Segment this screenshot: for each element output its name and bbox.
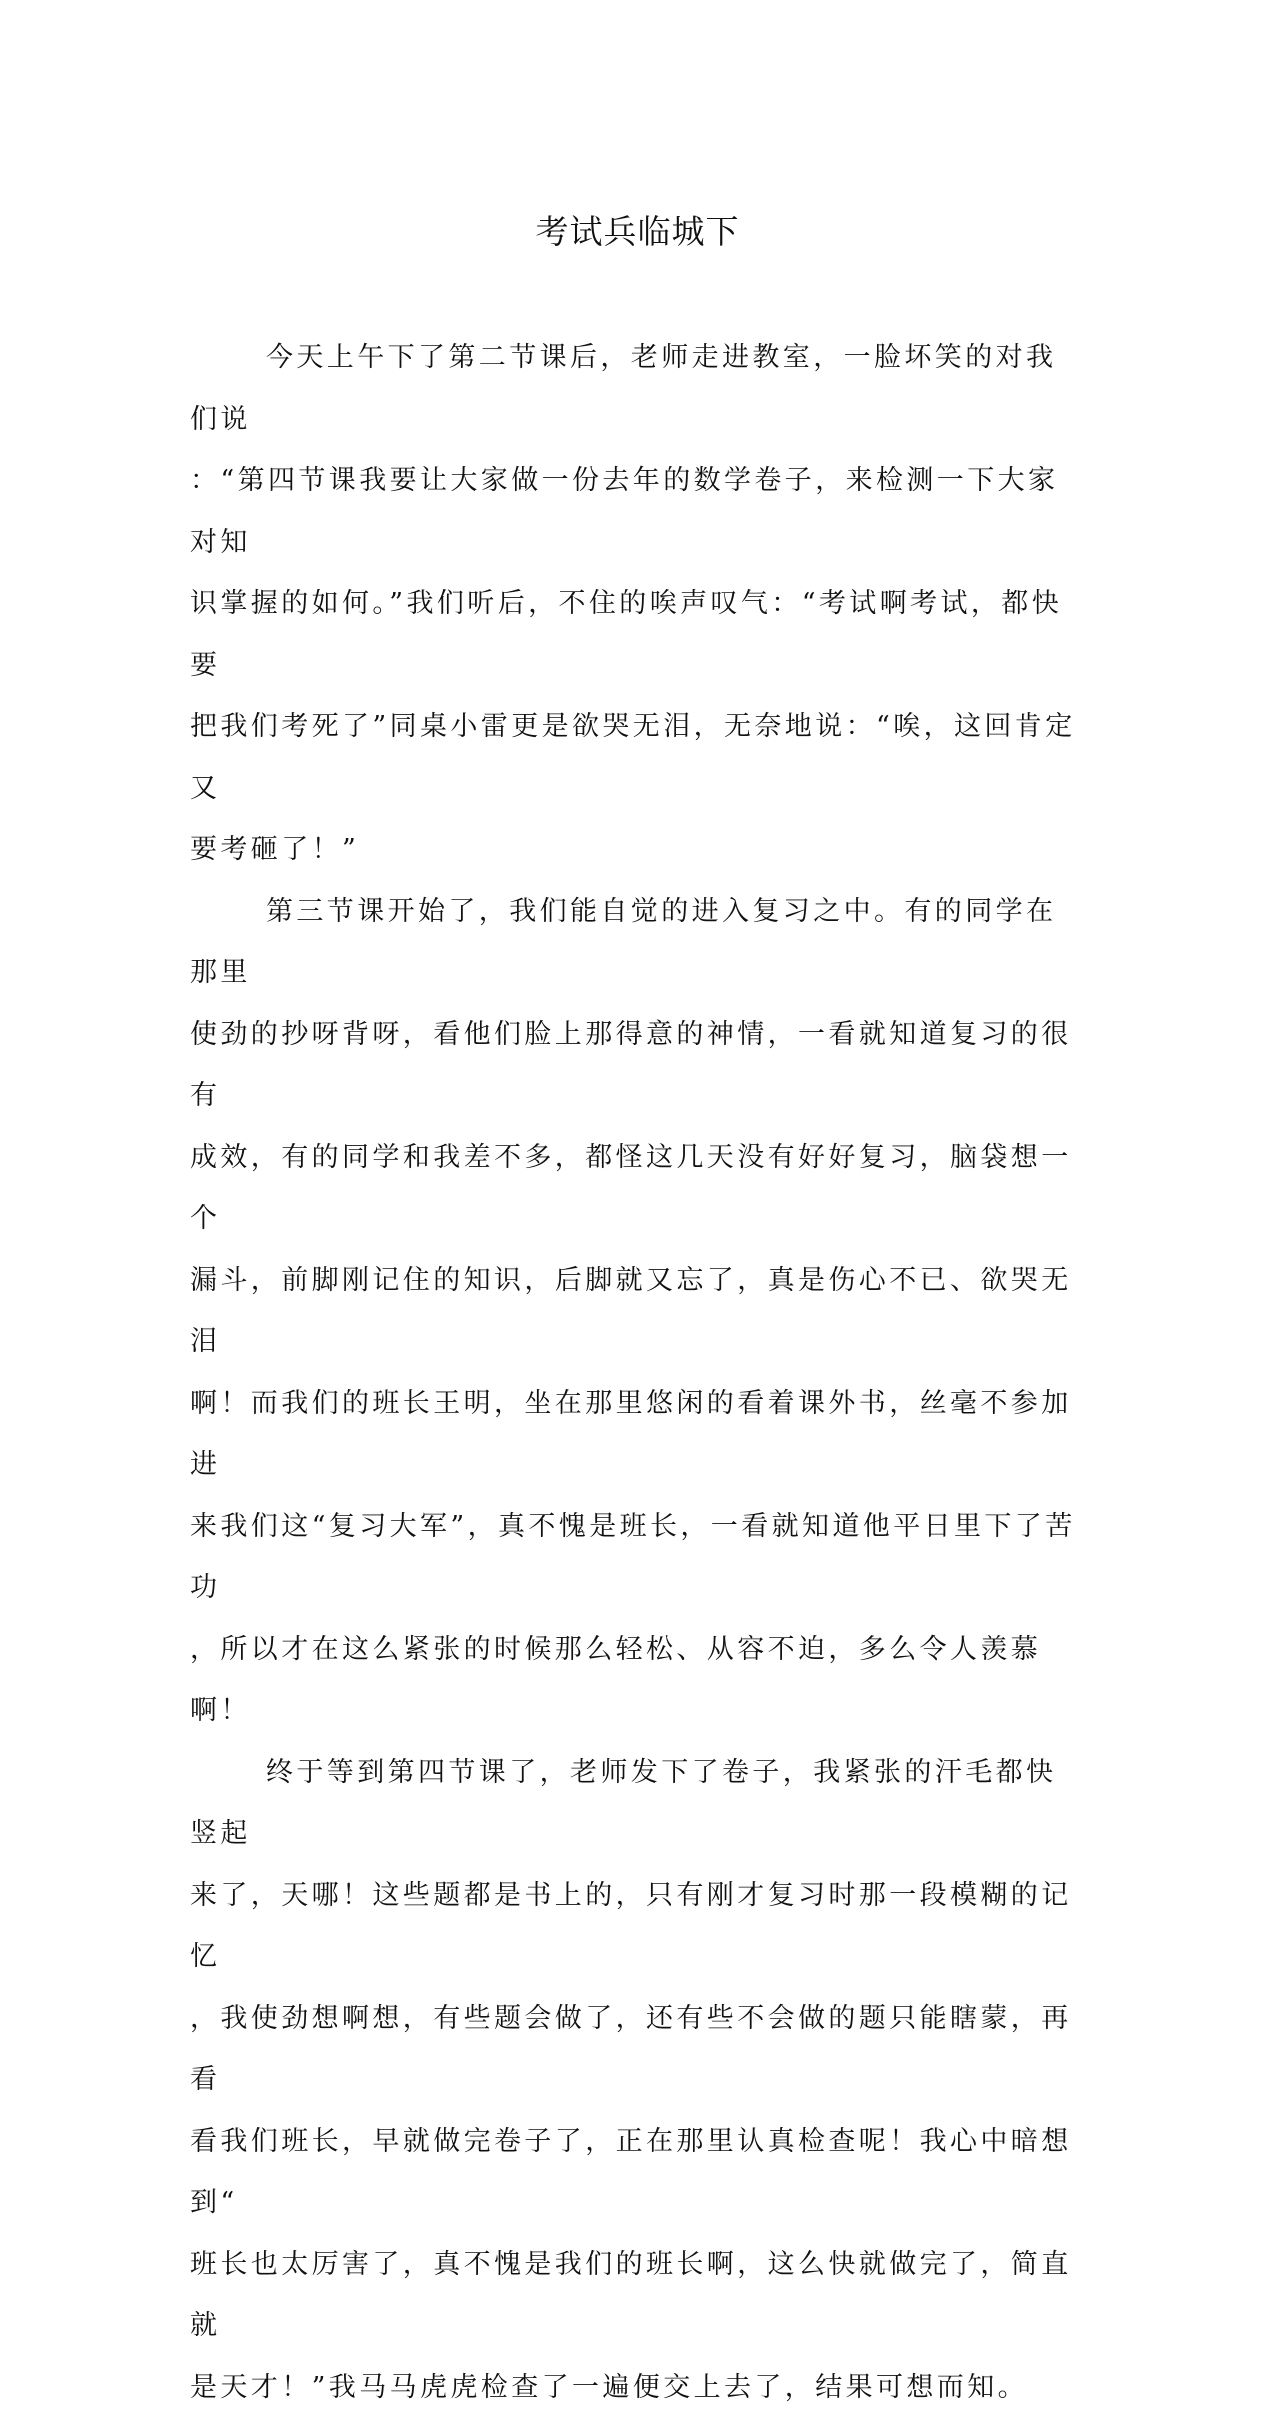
document-title: 考试兵临城下 [0,208,1275,256]
paragraph: 今天上午下了第二节课后，老师走进教室，一脸坏笑的对我们说 ：“第四节课我要让大家做一份去年的数学卷子，来检测一下大家对知 识掌握的如何。”我们听后，不住的唉声叹气：“考试啊考试，都快要 把我们考死了”同桌小雷更是欲哭无泪，无奈地说：“唉，这回肯定又 要考砸了！” [190,327,1080,881]
paragraph: 第三节课开始了，我们能自觉的进入复习之中。有的同学在那里 使劲的抄呀背呀，看他们脸上那得意的神情，一看就知道复习的很有 成效，有的同学和我差不多，都怪这几天没有好好复习，脑袋想一个 漏斗，前脚刚记住的知识，后脚就又忘了，真是伤心不已、欲哭无泪 啊！而我们的班长王明，坐在那里悠闲的看着课外书，丝毫不参加进 来我们这“复习大军”，真不愧是班长，一看就知道他平日里下了苦功 ，所以才在这么紧张的时候那么轻松、从容不迫，多么令人羡慕啊！ [190,881,1080,1742]
document-body [190,327,1080,2418]
paragraph: 终于等到第四节课了，老师发下了卷子，我紧张的汗毛都快竖起 来了，天哪！这些题都是书上的，只有刚才复习时那一段模糊的记忆 ，我使劲想啊想，有些题会做了，还有些不会做的题只能瞎蒙，再看 看我们班长，早就做完卷子了，正在那里认真检查呢！我心中暗想到“ 班长也太厉害了，真不愧是我们的班长啊，这么快就做完了，简直就 是天才！”我马马虎虎检查了一遍便交上去了，结果可想而知。 [190,1742,1080,2418]
